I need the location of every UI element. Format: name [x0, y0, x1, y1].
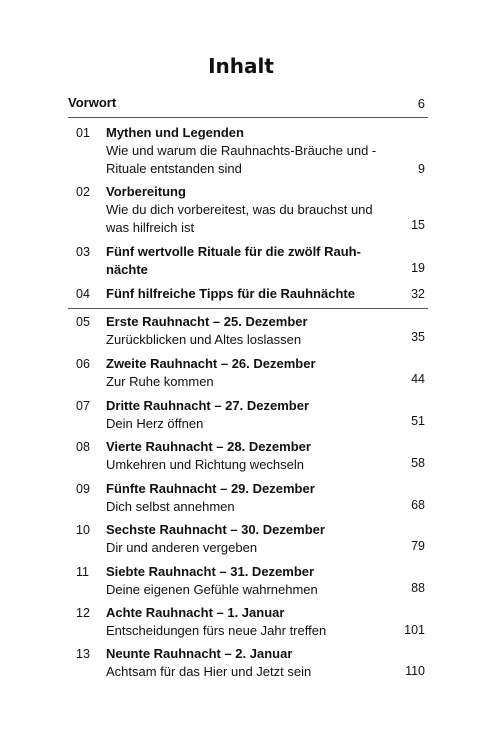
- entry-title: Fünfte Rauhnacht – 29. Dezember: [106, 481, 315, 496]
- entry-number: 03: [76, 245, 90, 259]
- toc-entry: [68, 124, 428, 184]
- page-number: 58: [411, 456, 425, 470]
- page-number: 19: [411, 261, 425, 275]
- entry-number: 10: [76, 523, 90, 537]
- entry-subtitle: Wie du dich vorbereitest, was du brauchst und was hilfreich ist: [106, 202, 373, 235]
- entry-subtitle: Achtsam für das Hier und Jetzt sein: [106, 664, 312, 679]
- toc-entry: [68, 521, 428, 561]
- page-number: 101: [404, 623, 425, 637]
- entry-title: Dritte Rauhnacht – 27. Dezember: [106, 398, 310, 413]
- entry-number: 04: [76, 287, 90, 301]
- page-number: 68: [411, 498, 425, 512]
- toc-entry: [68, 285, 428, 305]
- page-number: 35: [411, 330, 425, 344]
- entry-number: 11: [76, 565, 89, 579]
- page-number: 6: [417, 96, 425, 111]
- entry-number: 05: [76, 315, 90, 329]
- page-number: 44: [411, 372, 425, 386]
- entry-title: Zweite Rauhnacht – 26. Dezember: [106, 356, 316, 371]
- entry-title: Siebte Rauhnacht – 31. Dezember: [106, 564, 315, 579]
- toc-entry-vorwort: [68, 95, 428, 113]
- toc-entry: [68, 438, 428, 478]
- entry-subtitle: Dein Herz öffnen: [106, 416, 204, 431]
- toc-entry: [68, 243, 428, 283]
- entry-title: Neunte Rauhnacht – 2. Januar: [106, 646, 293, 661]
- page-number: 51: [411, 414, 425, 428]
- divider: [68, 308, 428, 309]
- toc-entry: [68, 183, 428, 243]
- entry-title: Fünf wertvolle Rituale für die zwölf Rauh-nächte: [106, 244, 361, 277]
- page-title: Inhalt: [208, 54, 274, 78]
- entry-subtitle: Dich selbst annehmen: [106, 499, 235, 514]
- entry-subtitle: Zur Ruhe kommen: [106, 374, 214, 389]
- page-number: 110: [405, 664, 425, 678]
- entry-number: 09: [76, 482, 90, 496]
- page-number: 15: [411, 218, 425, 232]
- entry-title: Erste Rauhnacht – 25. Dezember: [106, 314, 308, 329]
- entry-subtitle: Entscheidungen fürs neue Jahr treffen: [106, 623, 327, 638]
- page-number: 9: [418, 162, 425, 176]
- entry-number: 08: [76, 440, 90, 454]
- entry-number: 13: [76, 647, 90, 661]
- entry-title: Fünf hilfreiche Tipps für die Rauhnächte: [106, 286, 355, 301]
- toc-entry: [68, 397, 428, 437]
- entry-title: Sechste Rauhnacht – 30. Dezember: [106, 522, 325, 537]
- entry-title: Vorwort: [68, 95, 117, 110]
- entry-number: 01: [76, 126, 90, 140]
- entry-subtitle: Deine eigenen Gefühle wahrnehmen: [106, 582, 318, 597]
- entry-number: 12: [76, 606, 90, 620]
- entry-number: 07: [76, 399, 90, 413]
- entry-subtitle: Dir und anderen vergeben: [106, 540, 258, 555]
- entry-title: Vierte Rauhnacht – 28. Dezember: [106, 439, 311, 454]
- entry-number: 02: [76, 185, 90, 199]
- entry-subtitle: Zurückblicken und Altes loslassen: [106, 332, 302, 347]
- page-number: 79: [411, 539, 425, 553]
- page-number: 32: [411, 287, 425, 301]
- entry-title: Vorbereitung: [106, 184, 186, 199]
- entry-title: Achte Rauhnacht – 1. Januar: [106, 605, 285, 620]
- toc-entry: [68, 313, 428, 353]
- toc-entry: [68, 604, 428, 644]
- toc-entry: [68, 645, 428, 685]
- page-number: 88: [411, 581, 425, 595]
- divider: [68, 117, 428, 118]
- entry-number: 06: [76, 357, 90, 371]
- entry-title: Mythen und Legenden: [106, 125, 244, 140]
- entry-subtitle: Wie und warum die Rauhnachts-Bräuche und -Rituale entstanden sind: [106, 143, 377, 176]
- toc-entry: [68, 480, 428, 520]
- entry-subtitle: Umkehren und Richtung wechseln: [106, 457, 304, 472]
- toc-entry: [68, 563, 428, 603]
- toc-entry: [68, 355, 428, 395]
